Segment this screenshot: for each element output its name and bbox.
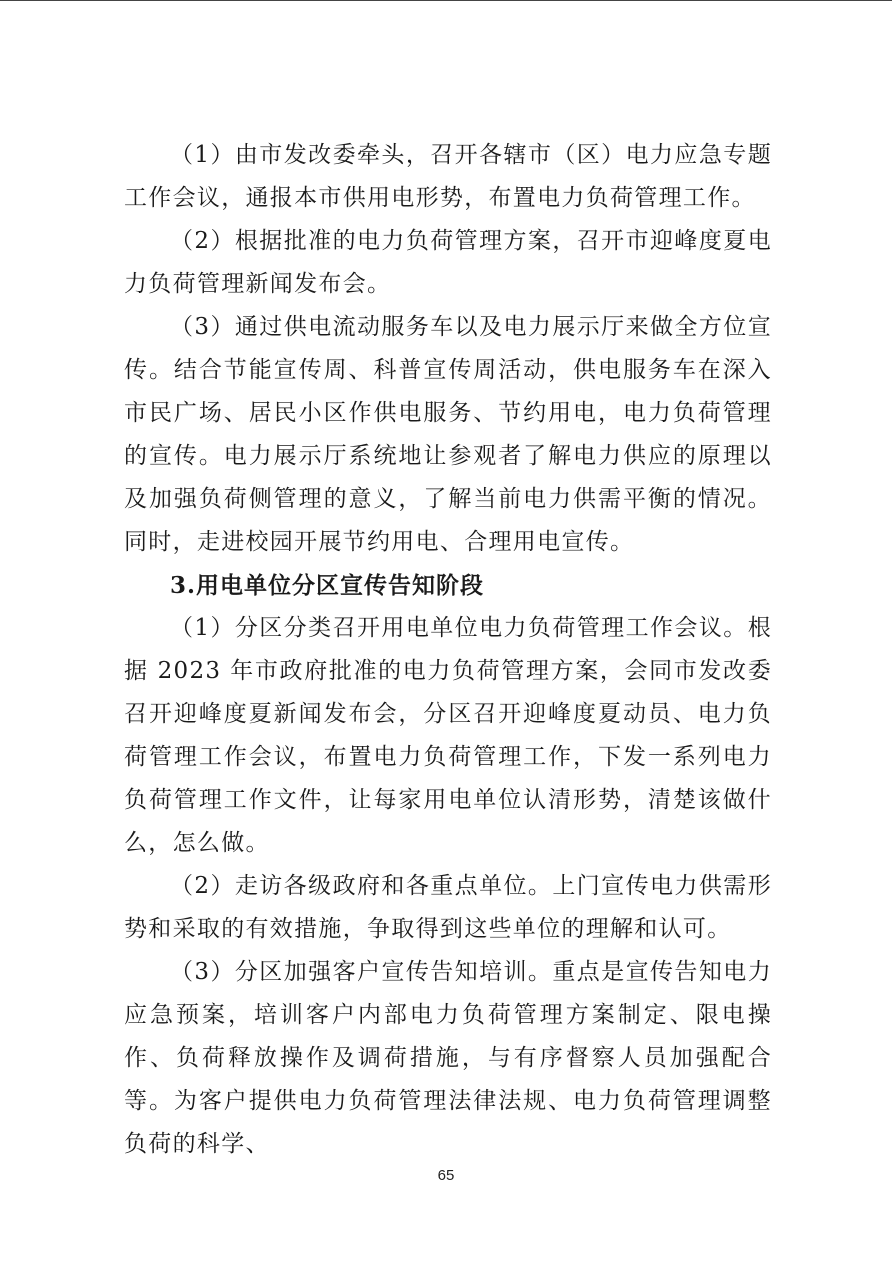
page-number: 65: [437, 1167, 455, 1184]
section-heading: 3.用电单位分区宣传告知阶段: [170, 572, 485, 599]
paragraph-1: （1）由市发改委牵头，召开各辖市（区）电力应急专题工作会议，通报本市供用电形势，布置电力负荷管理工作。: [124, 142, 772, 211]
paragraph-4: （1）分区分类召开用电单位电力负荷管理工作会议。根据 2023 年市政府批准的电力负荷管理方案，会同市发改委召开迎峰度夏新闻发布会，分区召开迎峰度夏动员、电力负荷管理工作会议，布置电力负荷管理工作，下发一系列电力负荷管理工作文件，让每家用电单位认清形势，清楚该做什么，怎么做。: [124, 615, 772, 856]
paragraph-5: （2）走访各级政府和各重点单位。上门宣传电力供需形势和采取的有效措施，争取得到这些单位的理解和认可。: [124, 873, 772, 942]
paragraph-2: （2）根据批准的电力负荷管理方案，召开市迎峰度夏电力负荷管理新闻发布会。: [124, 228, 772, 297]
paragraph-6: （3）分区加强客户宣传告知培训。重点是宣传告知电力应急预案，培训客户内部电力负荷管理方案制定、限电操作、负荷释放操作及调荷措施，与有序督察人员加强配合等。为客户提供电力负荷管理法律法规、电力负荷管理调整负荷的科学、: [124, 959, 772, 1157]
page-body: [124, 134, 772, 1166]
paragraph-3: （3）通过供电流动服务车以及电力展示厅来做全方位宣传。结合节能宣传周、科普宣传周活动，供电服务车在深入市民广场、居民小区作供电服务、节约用电，电力负荷管理的宣传。电力展示厅系统地让参观者了解电力供应的原理以及加强负荷侧管理的意义，了解当前电力供需平衡的情况。同时，走进校园开展节约用电、合理用电宣传。: [124, 314, 772, 555]
